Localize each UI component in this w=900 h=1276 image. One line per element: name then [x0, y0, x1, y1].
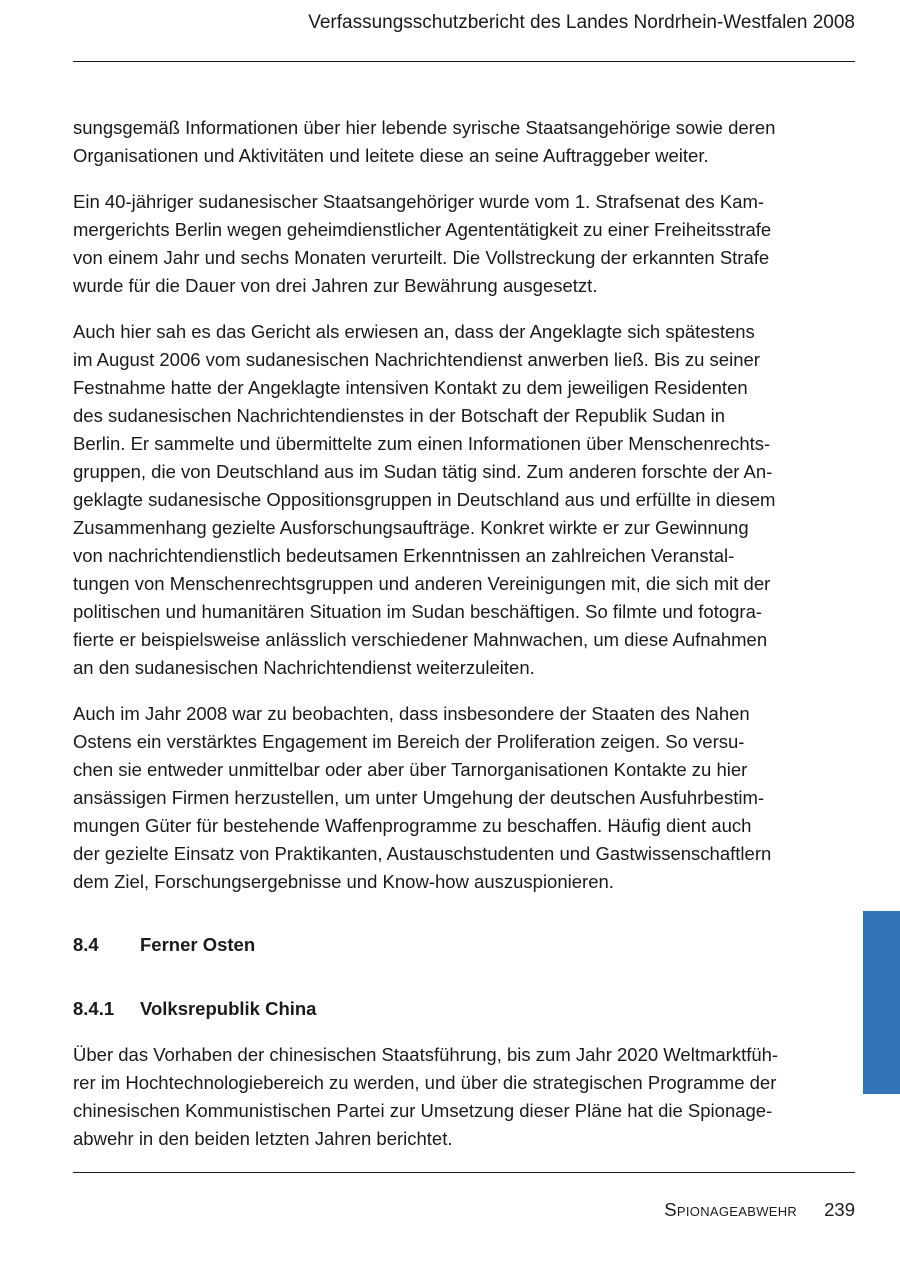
body-paragraph: Ein 40-jähriger sudanesischer Staatsangehöriger wurde vom 1. Strafsenat des Kam- mergerichts Berlin wegen geheimdienstlicher Agententätigkeit zu einer Freiheitsstrafe von einem Jahr und sechs Monaten verurteilt. Die Vollstreckung der erkannten Strafe wurde für die Dauer von drei Jahren zur Bewährung ausgesetzt. [73, 191, 772, 296]
section-title: Volksrepublik China [140, 998, 317, 1019]
chapter-side-tab [863, 911, 900, 1094]
page-footer [664, 1199, 855, 1221]
section-heading-8-4-1 [73, 995, 833, 1023]
body-paragraph: Über das Vorhaben der chinesischen Staatsführung, bis zum Jahr 2020 Weltmarktfüh- rer im Hochtechnologiebereich zu werden, und über die strategischen Programme der chinesischen Kommunistischen Partei zur Umsetzung dieser Pläne hat die Spionage- abwehr in den beiden letzten Jahren berichtet. [73, 1044, 779, 1149]
body-paragraph: Auch im Jahr 2008 war zu beobachten, dass insbesondere der Staaten des Nahen Ostens ein verstärktes Engagement im Bereich der Proliferation zeigen. So versu- chen sie entweder unmittelbar oder aber über Tarnorganisationen Kontakte zu hier ansässigen Firmen herzustellen, um unter Umgehung der deutschen Ausfuhrbestim- mungen Güter für bestehende Waffenprogramme zu beschaffen. Häufig dient auch der gezielte Einsatz von Praktikanten, Austauschstudenten und Gastwissenschaftlern dem Ziel, Forschungsergebnisse und Know-how auszuspionieren. [73, 703, 772, 892]
page-number: 239 [824, 1199, 855, 1220]
section-number: 8.4.1 [73, 998, 115, 1019]
header-rule [73, 61, 855, 62]
section-number: 8.4 [73, 934, 99, 955]
footer-rule [73, 1172, 855, 1173]
section-heading-8-4 [73, 931, 833, 959]
section-title: Ferner Osten [140, 934, 256, 955]
body-paragraph: Auch hier sah es das Gericht als erwiesen an, dass der Angeklagte sich spätestens im August 2006 vom sudanesischen Nachrichtendienst anwerben ließ. Bis zu seiner Festnahme hatte der Angeklagte intensiven Kontakt zu dem jeweiligen Residenten des sudanesischen Nachrichtendienstes in der Botschaft der Republik Sudan in Berlin. Er sammelte und übermittelte zum einen Informationen über Menschenrechts- gruppen, die von Deutschland aus im Sudan tätig sind. Zum anderen forschte der An- geklagte sudanesische Oppositionsgruppen in Deutschland aus und erfüllte in diesem Zusammenhang gezielte Ausforschungsaufträge. Konkret wirkte er zur Gewinnung von nachrichtendienstlich bedeutsamen Erkenntnissen an zahlreichen Veranstal- tungen von Menschenrechtsgruppen und anderen Vereinigungen mit, die sich mit der politischen und humanitären Situation im Sudan beschäftigen. So filmte und fotogra- fierte er beispielsweise anlässlich verschiedener Mahnwachen, um diese Aufnahmen an den sudanesischen Nachrichtendienst weiterzuleiten. [73, 321, 776, 678]
footer-section-name: Spionageabwehr [664, 1199, 798, 1220]
running-header: Verfassungsschutzbericht des Landes Nordrhein-Westfalen 2008 [308, 12, 855, 33]
page-body [73, 114, 833, 1171]
body-paragraph: sungsgemäß Informationen über hier lebende syrische Staatsangehörige sowie deren Organisationen und Aktivitäten und leitete diese an seine Auftraggeber weiter. [73, 117, 776, 166]
